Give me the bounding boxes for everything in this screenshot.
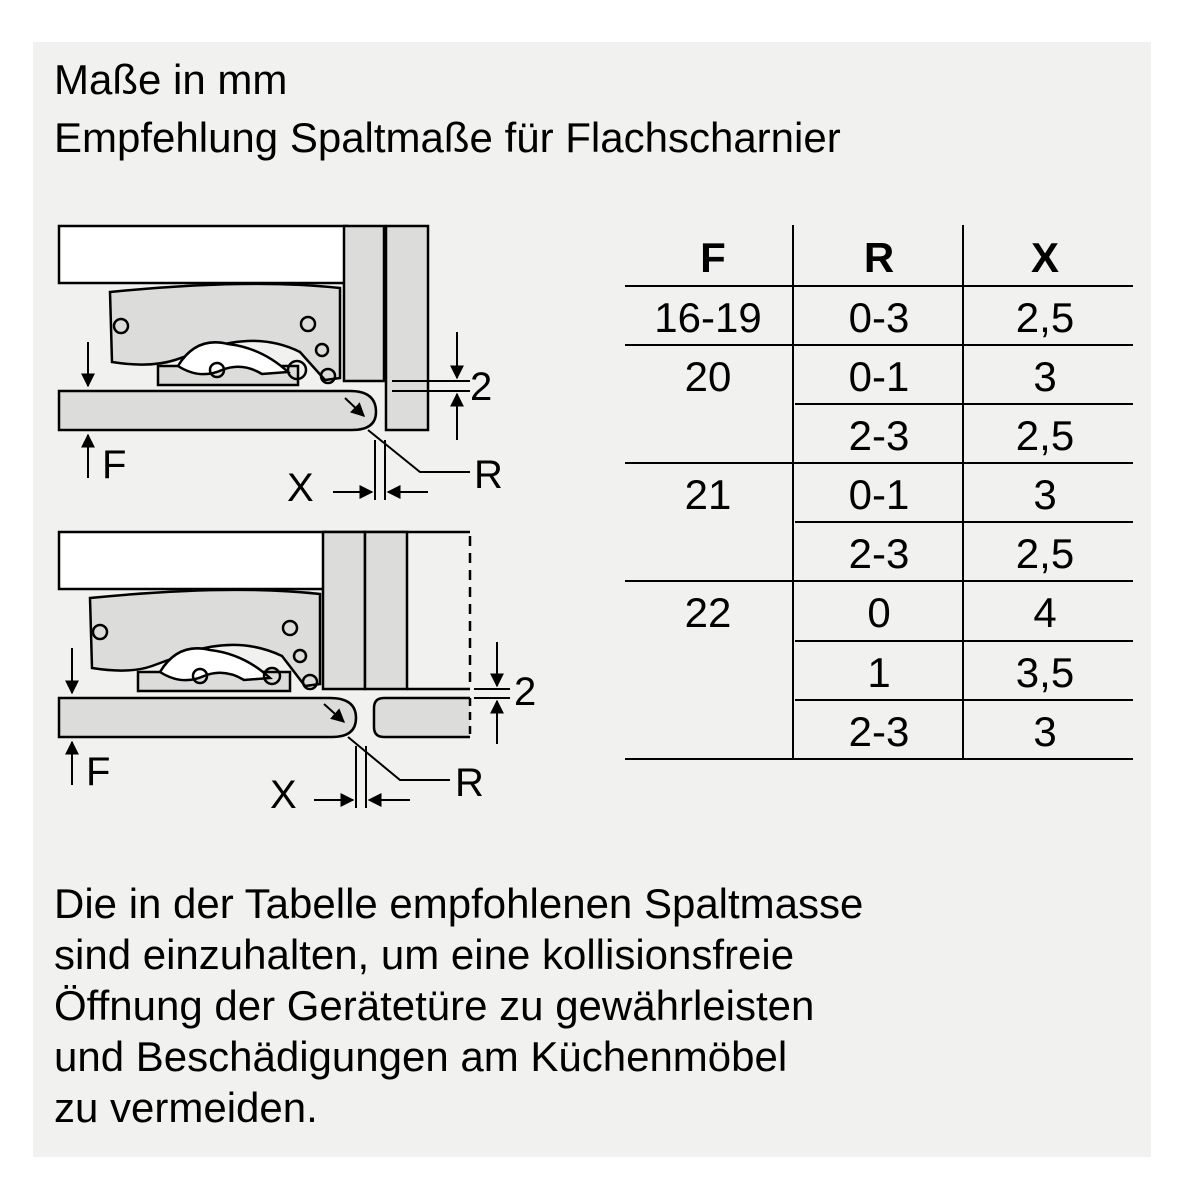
instruction-line: sind einzuhalten, um eine kollisionsfreie <box>54 931 795 978</box>
table-cell-f: 21 <box>684 471 732 518</box>
table-cell-r: 0-1 <box>848 353 910 400</box>
table-cell-r: 0-1 <box>848 471 910 518</box>
instruction-text <box>54 878 1134 1133</box>
table-cell-r: 2-3 <box>848 412 910 459</box>
table-cell-x: 2,5 <box>1015 294 1075 341</box>
adjacent-door-panel <box>374 698 470 737</box>
table-header-f: F <box>700 234 726 281</box>
hinge-diagram-bottom <box>59 532 510 808</box>
cabinet-side-panel <box>344 226 384 381</box>
x-label-bottom: X <box>270 773 297 817</box>
cabinet-top-panel <box>59 532 325 589</box>
gap-label-top: 2 <box>470 365 493 409</box>
cabinet-front-panel <box>386 226 428 430</box>
table-cell-x: 3 <box>1033 708 1057 755</box>
table-cell-x: 4 <box>1033 589 1057 636</box>
gap-label-bottom: 2 <box>514 670 537 714</box>
instruction-line: Öffnung der Gerätetüre zu gewährleisten <box>54 982 815 1029</box>
table-cell-x: 3 <box>1033 471 1057 518</box>
instruction-line: Die in der Tabelle empfohlenen Spaltmasse <box>54 880 864 927</box>
r-label-top: R <box>474 453 503 497</box>
r-label-bottom: R <box>455 761 484 805</box>
table-cell-r: 0 <box>867 589 891 636</box>
table-cell-f: 20 <box>684 353 732 400</box>
f-label-top: F <box>102 443 127 487</box>
door-panel <box>59 698 356 737</box>
table-cell-r: 2-3 <box>848 708 910 755</box>
door-panel <box>59 391 376 430</box>
cabinet-side-panel <box>323 532 365 689</box>
table-header-x: X <box>1030 234 1060 281</box>
f-label-bottom: F <box>86 750 111 794</box>
table-cell-x: 3 <box>1033 353 1057 400</box>
x-label-top: X <box>287 466 314 510</box>
table-cell-f: 16-19 <box>654 294 762 341</box>
cabinet-front-panel <box>365 532 407 689</box>
cabinet-top-panel <box>59 226 347 283</box>
recommendation-heading: Empfehlung Spaltmaße für Flachscharnier <box>54 114 841 161</box>
table-cell-x: 3,5 <box>1015 649 1075 696</box>
instruction-line: und Beschädigungen am Küchenmöbel <box>54 1033 788 1080</box>
table-cell-x: 2,5 <box>1015 412 1075 459</box>
table-cell-r: 1 <box>867 649 891 696</box>
table-cell-f: 22 <box>684 589 732 636</box>
table-cell-r: 2-3 <box>848 530 910 577</box>
table-cell-x: 2,5 <box>1015 530 1075 577</box>
table-cell-r: 0-3 <box>848 294 910 341</box>
table-header-r: R <box>863 234 895 281</box>
units-heading: Maße in mm <box>54 56 288 103</box>
instruction-line: zu vermeiden. <box>54 1084 318 1131</box>
